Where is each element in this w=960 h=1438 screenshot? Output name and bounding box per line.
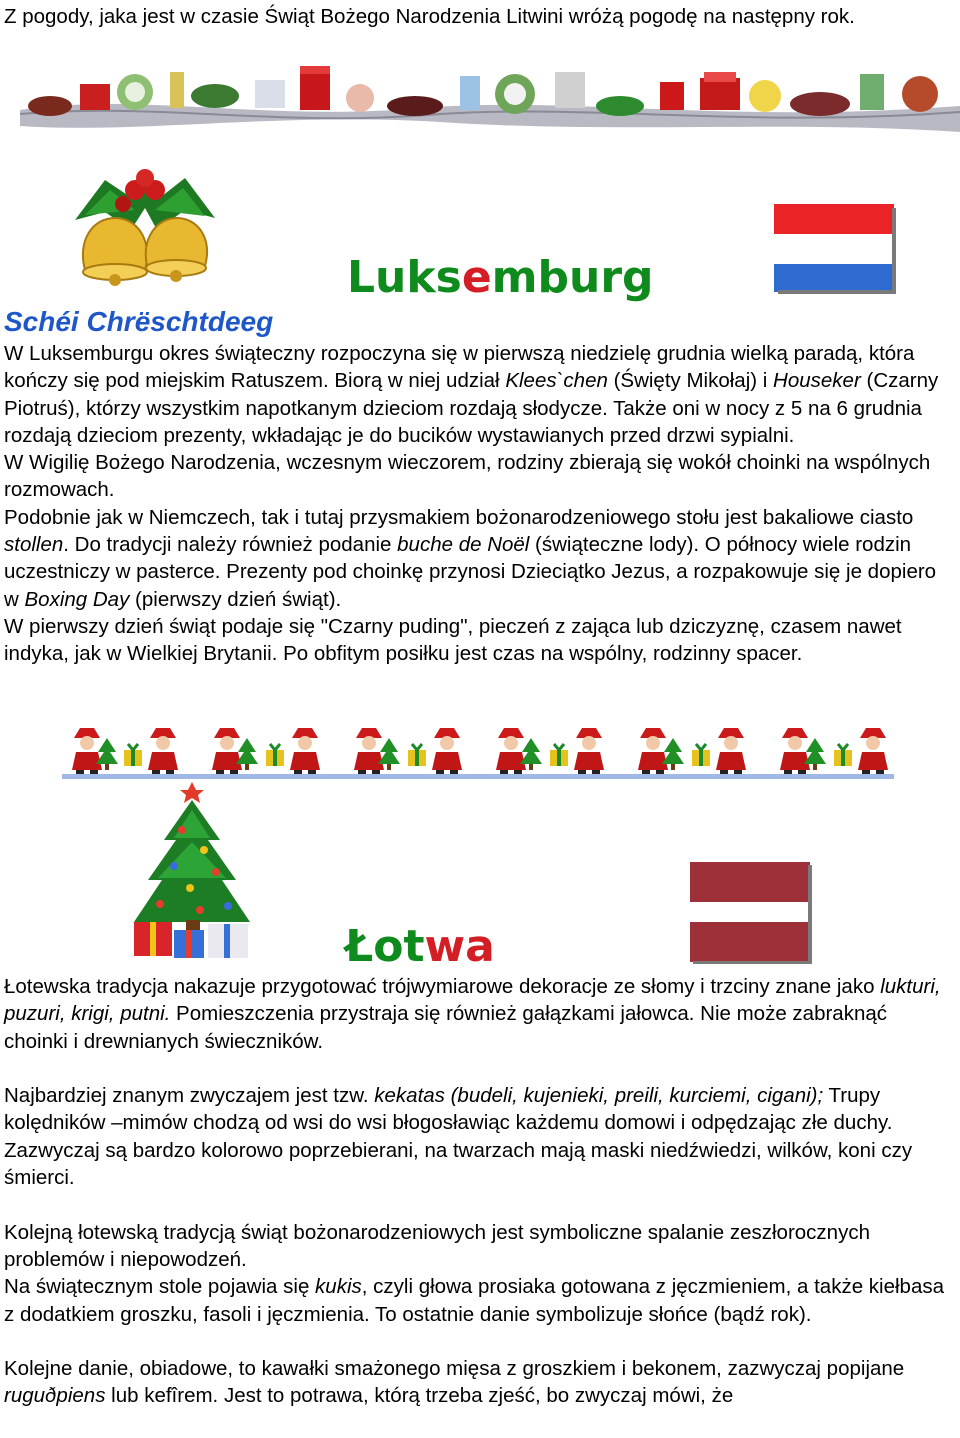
elf-group-icon bbox=[496, 728, 542, 776]
latvia-body bbox=[4, 973, 954, 1410]
luxembourg-flag-icon bbox=[774, 204, 896, 294]
elf-group-icon bbox=[834, 728, 888, 776]
latvia-paragraph bbox=[4, 973, 954, 1055]
text-run: Podobnie jak w Niemczech, tak i tutaj przysmakiem bożonarodzeniowego stołu jest bakaliowe ciasto bbox=[4, 505, 914, 529]
intro-paragraph bbox=[4, 3, 954, 30]
text-run: , czyli głowa prosiaka gotowana z jęczmieniem, a także kiełbasa z dodatkiem groszku, fasoli i jęczmienia. To ostatnie danie symbolizuje słońce (bądź rok). bbox=[4, 1275, 945, 1326]
luxembourg-subtitle: Schéi Chrëschtdeeg bbox=[4, 306, 274, 337]
title-part: e bbox=[461, 252, 492, 303]
santa-elves-row bbox=[62, 724, 894, 780]
italic-term: ruguðpiens bbox=[4, 1384, 106, 1408]
luxembourg-body bbox=[4, 340, 954, 668]
text-run: Łotewska tradycja nakazuje przygotować trójwymiarowe dekoracje ze słomy i trzciny znane jako bbox=[4, 975, 881, 998]
latvia-paragraph bbox=[4, 1273, 954, 1328]
text-run: (Święty Mikołaj) i bbox=[607, 369, 774, 393]
title-part: ks bbox=[406, 252, 462, 303]
christmas-bells-icon bbox=[65, 160, 225, 290]
text-run: lub kefîrem. Jest to potrawa, którą trzeba zjeść, bo zwyczaj mówi, że bbox=[105, 1384, 734, 1408]
title-part: burg bbox=[537, 252, 654, 303]
text-run: . Do tradycji należy również podanie bbox=[63, 533, 398, 557]
elf-group-icon bbox=[266, 728, 320, 776]
latvia-paragraph bbox=[4, 1355, 954, 1410]
christmas-table-banner bbox=[20, 62, 960, 134]
latvia-paragraph bbox=[4, 1082, 954, 1191]
text-run: Najbardziej znanym zwyczajem jest tzw. bbox=[4, 1084, 375, 1108]
elf-group-icon bbox=[692, 728, 746, 776]
text-run: (świąteczne lody). O północy wiele rodzin uczestniczy w pasterce. Prezenty pod choinkę przynosi Dzieciątko Jezus, a rozpakowuje się je dopiero w bbox=[4, 533, 937, 611]
title-part: Łot bbox=[345, 921, 425, 972]
luxembourg-paragraph bbox=[4, 340, 954, 449]
italic-term: kekatas (budeli, kujenieki, preili, kurciemi, cigani); bbox=[374, 1084, 824, 1108]
latvia-paragraph bbox=[4, 1219, 954, 1274]
elf-group-icon bbox=[408, 728, 462, 776]
divider-rule bbox=[62, 774, 894, 779]
text-run: Kolejne danie, obiadowe, to kawałki smażonego mięsa z groszkiem i bekonem, zazwyczaj popijane bbox=[4, 1357, 905, 1381]
latvia-title bbox=[345, 921, 495, 972]
luxembourg-paragraph bbox=[4, 613, 954, 668]
luxembourg-title bbox=[347, 252, 654, 303]
text-run: W Wigilię Bożego Narodzenia, wczesnym wieczorem, rodziny zbierają się wokół choinki na wspólnych rozmowach. bbox=[4, 451, 931, 502]
text-run: Trupy kolędników –mimów chodzą od wsi do wsi błogosławiąc każdemu domowi i odpędzając złe duchy. Zazwyczaj są bardzo kolorowo poprzebierani, na twarzach mają maski niedźwiedzi, wilków, koni czy śmierci. bbox=[4, 1084, 913, 1190]
italic-term: kukis bbox=[315, 1275, 362, 1299]
elf-group-icon bbox=[124, 728, 178, 776]
elf-group-icon bbox=[72, 728, 118, 776]
italic-term: Houseker bbox=[773, 369, 861, 393]
title-part: L bbox=[347, 252, 376, 303]
italic-term: lukturi, puzuri, krigi, putni. bbox=[4, 975, 941, 1026]
title-part: m bbox=[491, 252, 538, 303]
title-part: u bbox=[375, 252, 407, 303]
text-run: W Luksemburgu okres świąteczny rozpoczyna się w pierwszą niedzielę grudnia wielką paradą, która kończy się pod miejskim Ratuszem. Biorą w niej udział bbox=[4, 342, 915, 393]
elf-group-icon bbox=[780, 728, 826, 776]
elf-group-icon bbox=[354, 728, 400, 776]
italic-term: buche de Noël bbox=[397, 533, 530, 557]
latvia-flag-icon bbox=[690, 862, 812, 964]
christmas-tree-icon bbox=[130, 780, 260, 965]
text-run: W pierwszy dzień świąt podaje się "Czarny puding", pieczeń z zająca lub dziczyznę, czasem nawet indyka, jak w Wielkiej Brytanii. Po obfitym posiłku jest czas na wspólny, rodzinny spacer. bbox=[4, 614, 902, 666]
italic-term: stollen bbox=[4, 533, 64, 557]
text-run: (Czarny Piotruś), którzy wszystkim napotkanym dzieciom rozdają słodycze. Także oni w nocy z 5 na 6 grudnia rozdają dzieciom prezenty, wkładając je do bucików wystawianych przed drzwi sypialni. bbox=[4, 369, 939, 447]
luxembourg-paragraph bbox=[4, 504, 954, 613]
luxembourg-paragraph bbox=[4, 449, 954, 504]
text-run: Pomieszczenia przystraja się również gałązkami jałowca. Nie może zabraknąć choinki i drewnianych świeczników. bbox=[4, 1002, 888, 1053]
intro-text: Z pogody, jaka jest w czasie Świąt Bożego Narodzenia Litwini wróżą pogodę na następny rok. bbox=[4, 5, 855, 28]
italic-term: Klees`chen bbox=[505, 369, 608, 393]
text-run: (pierwszy dzień świąt). bbox=[129, 587, 342, 611]
elf-group-icon bbox=[550, 728, 604, 776]
text-run: Kolejną łotewską tradycją świąt bożonarodzeniowych jest symboliczne spalanie zeszłorocznych problemów i niepowodzeń. bbox=[4, 1220, 870, 1271]
elf-group-icon bbox=[212, 728, 258, 776]
title-part: wa bbox=[424, 921, 495, 972]
italic-term: Boxing Day bbox=[24, 587, 130, 611]
elf-group-icon bbox=[638, 728, 684, 776]
text-run: Na świątecznym stole pojawia się bbox=[4, 1275, 316, 1299]
